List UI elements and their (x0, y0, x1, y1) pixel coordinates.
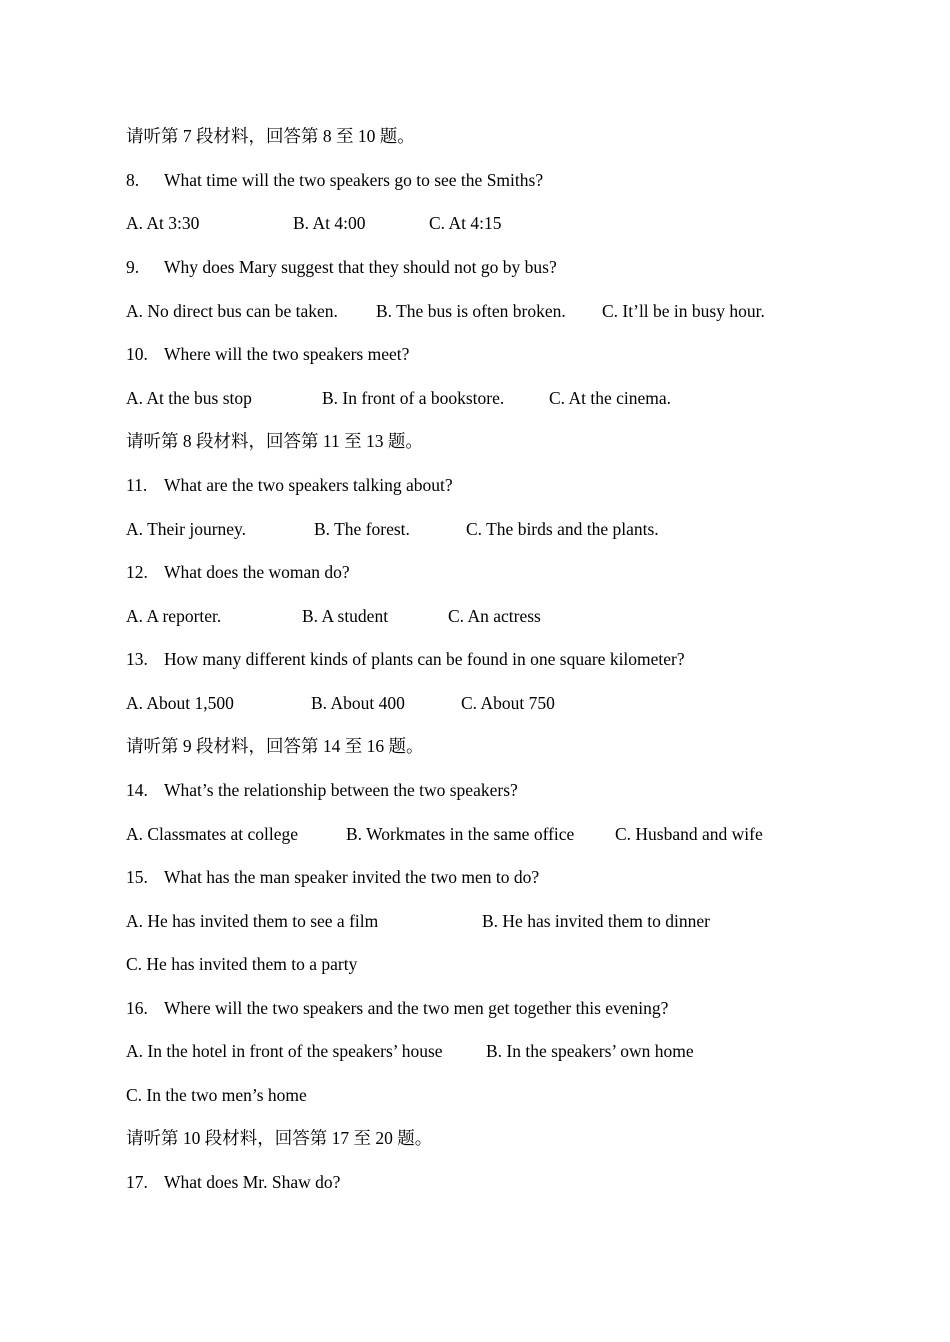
question-number: 16. (126, 998, 148, 1018)
option-a: A. No direct bus can be taken. (126, 301, 338, 321)
option-a: A. A reporter. (126, 606, 222, 626)
options-16-row1 (126, 1038, 826, 1064)
option-c: C. An actress (448, 606, 541, 626)
option-a: A. At the bus stop (126, 388, 252, 408)
option-a: A. He has invited them to see a film (126, 911, 379, 931)
question-number: 17. (126, 1172, 148, 1192)
question-text: What time will the two speakers go to see the Smiths? (164, 170, 544, 190)
option-a: A. About 1,500 (126, 693, 234, 713)
options-13 (126, 690, 826, 716)
question-text: How many different kinds of plants can be found in one square kilometer? (164, 649, 685, 669)
option-c: C. Husband and wife (615, 824, 763, 844)
option-b: B. The forest. (314, 519, 410, 539)
question-text: What are the two speakers talking about? (164, 475, 453, 495)
option-b: B. A student (302, 606, 389, 626)
options-8 (126, 210, 826, 236)
options-15-row1 (126, 908, 826, 934)
option-c: C. The birds and the plants. (466, 519, 659, 539)
question-number: 14. (126, 780, 148, 800)
option-c: C. It’ll be in busy hour. (602, 301, 765, 321)
question-13 (126, 646, 685, 672)
option-b: B. Workmates in the same office (346, 824, 575, 844)
question-number: 12. (126, 562, 148, 582)
question-text: What has the man speaker invited the two men to do? (164, 867, 540, 887)
question-11 (126, 472, 453, 498)
question-text: What does Mr. Shaw do? (164, 1172, 341, 1192)
question-8 (126, 167, 543, 193)
option-b: B. In the speakers’ own home (486, 1041, 694, 1061)
options-10 (126, 385, 826, 411)
question-number: 11. (126, 475, 148, 495)
question-number: 8. (126, 170, 140, 190)
option-a: A. At 3:30 (126, 213, 200, 233)
options-12 (126, 603, 826, 629)
options-11 (126, 516, 826, 542)
question-17 (126, 1169, 340, 1195)
option-c: C. In the two men’s home (126, 1085, 307, 1105)
option-c: C. At 4:15 (429, 213, 502, 233)
question-text: Where will the two speakers and the two men get together this evening? (164, 998, 669, 1018)
question-text: What does the woman do? (164, 562, 350, 582)
question-14 (126, 777, 518, 803)
options-14 (126, 821, 826, 847)
option-c: C. At the cinema. (549, 388, 671, 408)
question-text: Where will the two speakers meet? (164, 344, 410, 364)
option-c: C. About 750 (461, 693, 555, 713)
option-b: B. The bus is often broken. (376, 301, 566, 321)
option-b: B. At 4:00 (293, 213, 366, 233)
question-number: 15. (126, 867, 148, 887)
question-text: Why does Mary suggest that they should not go by bus? (164, 257, 557, 277)
option-c: C. He has invited them to a party (126, 954, 358, 974)
question-number: 10. (126, 344, 148, 364)
option-b: B. About 400 (311, 693, 405, 713)
question-number: 13. (126, 649, 148, 669)
question-16 (126, 995, 668, 1021)
option-b: B. In front of a bookstore. (322, 388, 505, 408)
question-10 (126, 341, 409, 367)
options-9 (126, 298, 826, 324)
section-heading-10: 请听第 10 段材料，回答第 17 至 20 题。 (126, 1128, 433, 1148)
option-b: B. He has invited them to dinner (482, 911, 710, 931)
option-a: A. In the hotel in front of the speakers’ house (126, 1041, 443, 1061)
question-text: What’s the relationship between the two speakers? (164, 780, 518, 800)
section-heading-9: 请听第 9 段材料，回答第 14 至 16 题。 (126, 736, 424, 756)
question-number: 9. (126, 257, 140, 277)
section-heading-7: 请听第 7 段材料，回答第 8 至 10 题。 (126, 126, 415, 146)
option-a: A. Classmates at college (126, 824, 299, 844)
section-heading-8: 请听第 8 段材料，回答第 11 至 13 题。 (126, 431, 423, 451)
option-a: A. Their journey. (126, 519, 247, 539)
question-9 (126, 254, 557, 280)
question-12 (126, 559, 350, 585)
question-15 (126, 864, 539, 890)
